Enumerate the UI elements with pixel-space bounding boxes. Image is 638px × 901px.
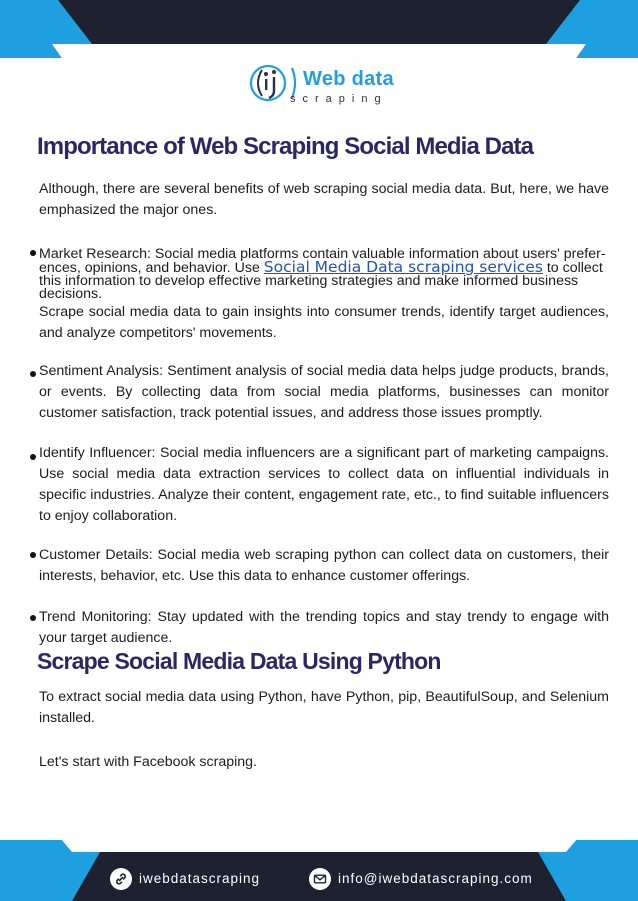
market-research-paragraph-2: Scrape social media data to gain insights into consumer trends, identify target audiences, and analyze competitors' movements. [39,304,609,341]
list-item-customer-details: Customer Details: Social media web scraping python can collect data on customers, their interests, behavior, etc. Use this data to enhance customer offerings. [39,547,609,584]
bullet-dot [30,454,36,460]
footer-white-notch [60,838,578,852]
logo-subtitle: scraping [290,93,388,105]
footer-handle-link[interactable]: iwebdatascraping [139,871,261,886]
intro-paragraph: Although, there are several benefits of web scraping social media data. But, here, we have emphasized the major ones. [39,181,609,218]
list-item-sentiment-analysis: Sentiment Analysis: Sentiment analysis of social media data helps judge products, brands, or events. By collecting data from social media platforms, businesses can monitor customer satisfaction, track potential issues, and address those issues promptly. [39,363,609,421]
header-dark-shape [58,0,580,44]
market-line4: decisions. [39,286,103,302]
market-line3: this information to develop effective marketing strategies and make informed business [39,273,579,289]
bullet-dot [30,371,36,377]
list-item-identify-influencer: Identify Influencer: Social media influencers are a significant part of marketing campaigns. Use social media data extraction services to collect data on influential individuals in specific industries. Analyze their content, engagement rate, etc., to find suitable influencers to enjoy collaboration. [39,445,609,524]
section-heading-importance: Importance of Web Scraping Social Media Data [37,133,534,160]
section-heading-python: Scrape Social Media Data Using Python [37,648,441,674]
link-icon [110,868,132,890]
bullet-dot [30,250,36,256]
market-line1: Market Research: Social media platforms contain valuable information about users' prefer- [39,246,606,262]
facebook-paragraph: Let's start with Facebook scraping. [39,754,257,770]
footer-email-link[interactable]: info@iwebdatascraping.com [338,871,533,886]
social-media-scraping-link[interactable]: Social Media Data scraping services [263,258,543,276]
list-item-trend-monitoring: Trend Monitoring: Stay updated with the trending topics and stay trendy to engage with your target audience. [39,609,609,646]
market-line2-pre: ences, opinions, and behavior. Use [39,260,264,276]
python-paragraph: To extract social media data using Python, have Python, pip, BeautifulSoup, and Selenium installed. [39,689,609,726]
bullet-dot [30,615,36,621]
bullet-dot [30,552,36,558]
market-line2-post: to collect [542,260,603,276]
list-item-market-research [39,248,609,301]
envelope-icon [309,868,331,890]
logo-word: Web data [303,68,394,90]
